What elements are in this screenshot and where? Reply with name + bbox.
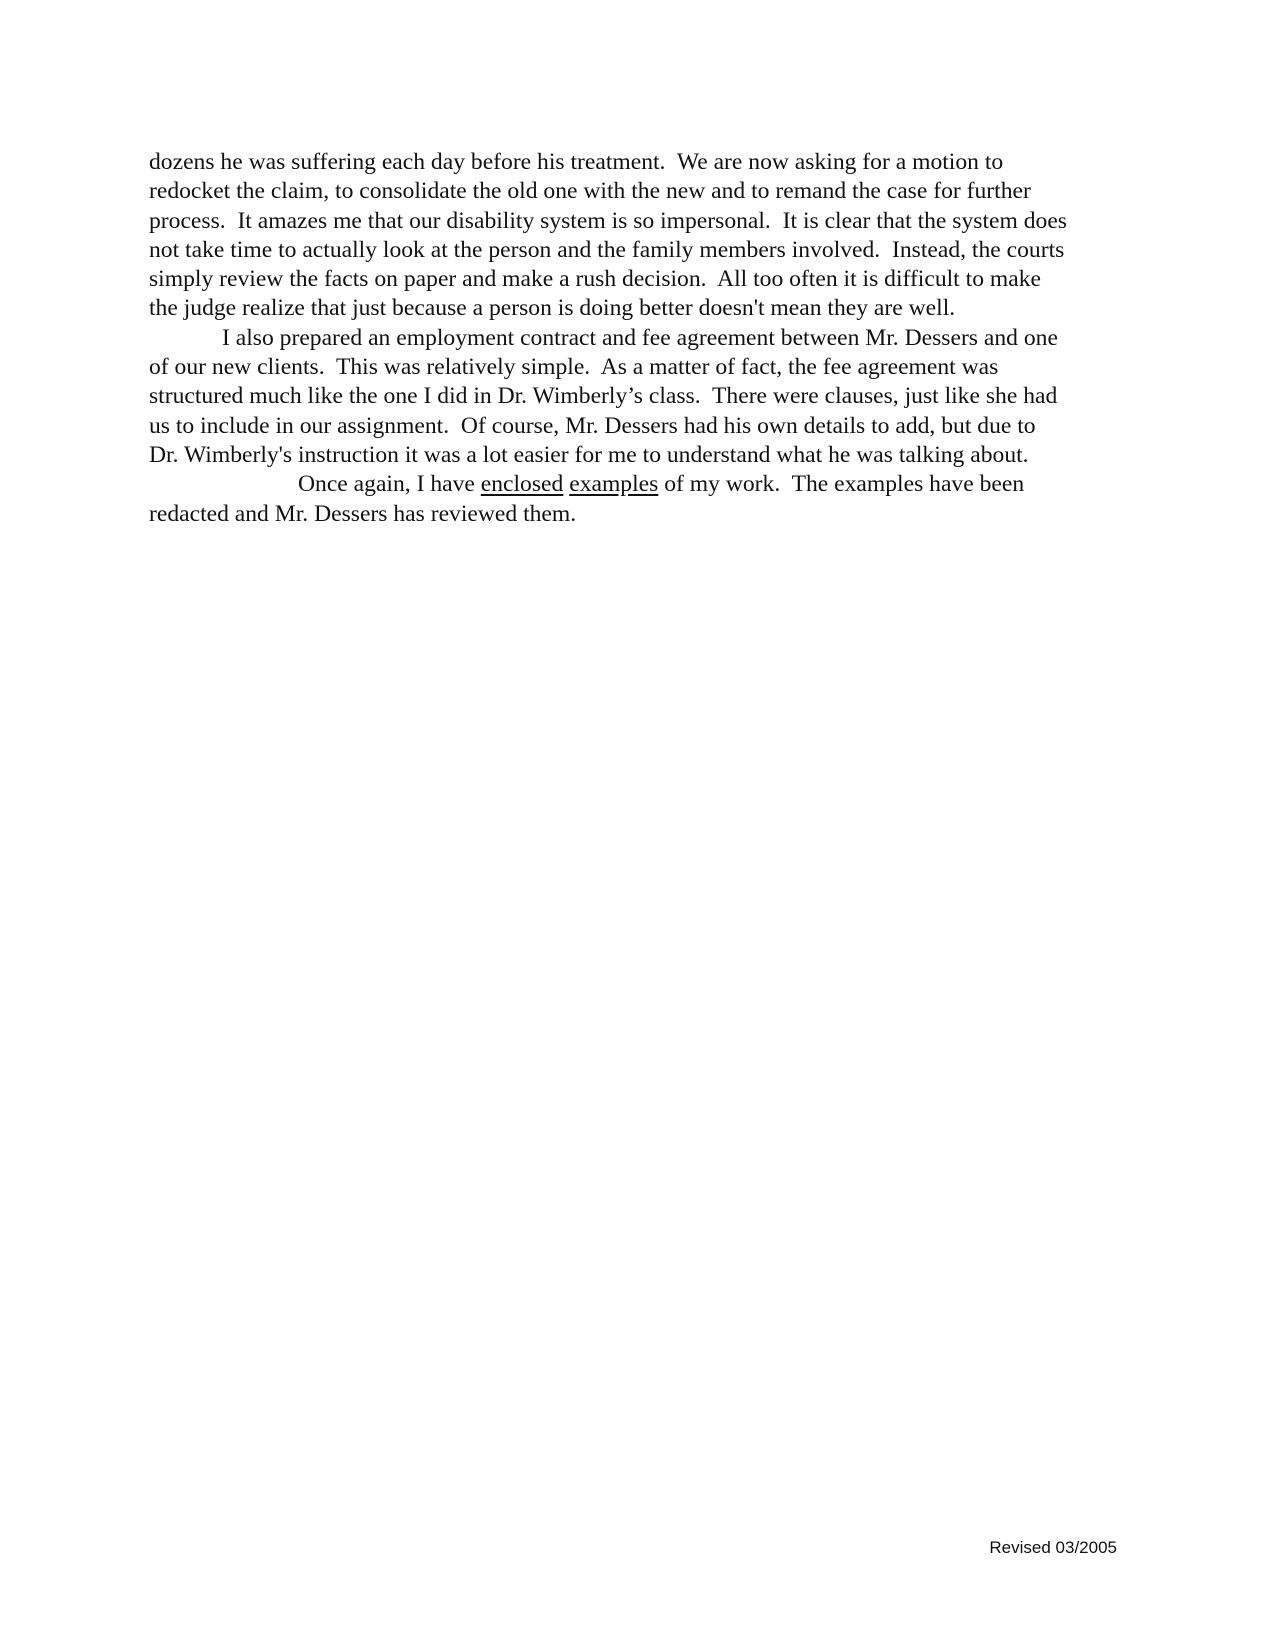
text-segment: Once again, I have bbox=[298, 471, 481, 498]
text-line: I also prepared an employment contract and fee agreement between Mr. Dessers and one bbox=[222, 324, 1058, 351]
text-line: simply review the facts on paper and make a rush decision. All too often it is difficult to make bbox=[149, 266, 1041, 293]
text-line: of our new clients. This was relatively simple. As a matter of fact, the fee agreement was bbox=[149, 354, 999, 381]
text-segment: of my work. The examples have been bbox=[658, 471, 1025, 498]
text-line bbox=[149, 470, 1129, 499]
text-line: process. It amazes me that our disability system is so impersonal. It is clear that the system does bbox=[149, 207, 1067, 234]
underlined-word-examples: examples bbox=[569, 471, 659, 498]
paragraph-3 bbox=[149, 470, 1129, 529]
underlined-word-enclosed: enclosed bbox=[480, 471, 564, 498]
text-line: Dr. Wimberly's instruction it was a lot easier for me to understand what he was talking about. bbox=[149, 441, 1029, 468]
text-line: not take time to actually look at the person and the family members involved. Instead, the courts bbox=[149, 236, 1065, 263]
text-line: us to include in our assignment. Of course, Mr. Dessers had his own details to add, but due to bbox=[149, 412, 1036, 439]
paragraph-2 bbox=[149, 324, 1129, 470]
text-line: redocket the claim, to consolidate the old one with the new and to remand the case for further bbox=[149, 178, 1031, 205]
text-line: the judge realize that just because a person is doing better doesn't mean they are well. bbox=[149, 295, 956, 322]
letter-body bbox=[149, 148, 1129, 529]
text-line: dozens he was suffering each day before his treatment. We are now asking for a motion to bbox=[149, 149, 1004, 175]
text-line: redacted and Mr. Dessers has reviewed them. bbox=[149, 500, 577, 527]
paragraph-1 bbox=[149, 148, 1129, 324]
text-line: structured much like the one I did in Dr. Wimberly’s class. There were clauses, just like she had bbox=[149, 383, 1058, 410]
revision-footer: Revised 03/2005 bbox=[989, 1538, 1117, 1557]
